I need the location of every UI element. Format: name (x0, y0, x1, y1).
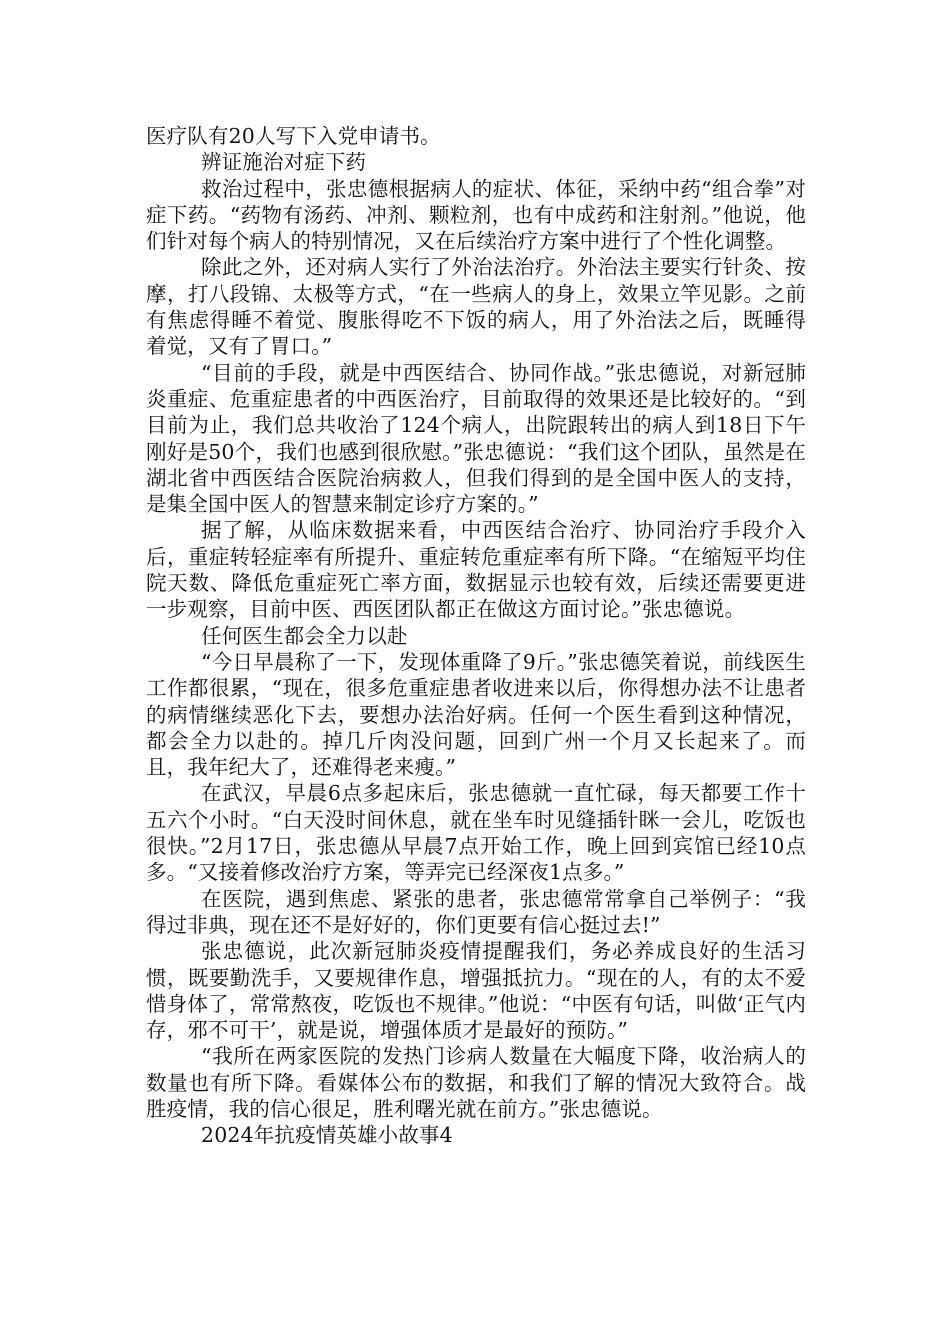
paragraph: “目前的手段，就是中西医结合、协同作战。”张忠德说，对新冠肺炎重症、危重症患者的中西医治疗，目前取得的效果还是比较好的。“到目前为止，我们总共收治了124个病人，出院跟转出的病人到18日下午刚好是50个，我们也感到很欣慰。”张忠德说：“我们这个团队，虽然是在湖北省中西医结合医院治病救人，但我们得到的是全国中医人的支持，是集全国中医人的智慧来制定诊疗方案的。” (146, 360, 806, 517)
document-page (146, 123, 806, 1149)
section-heading: 2024年抗疫情英雄小故事4 (201, 1123, 453, 1148)
paragraph: 救治过程中，张忠德根据病人的症状、体征，采纳中药“组合拳”对症下药。“药物有汤药、冲剂、颗粒剂，也有中成药和注射剂。”他说，他们针对每个病人的特别情况，又在后续治疗方案中进行了个性化调整。 (146, 176, 806, 254)
paragraph: 据了解，从临床数据来看，中西医结合治疗、协同治疗手段介入后，重症转轻症率有所提升、重症转危重症率有所下降。“在缩短平均住院天数、降低危重症死亡率方面，数据显示也较有效，后续还需要更进一步观察，目前中医、西医团队都正在做这方面讨论。”张忠德说。 (146, 518, 806, 622)
section-heading: 辨证施治对症下药 (201, 150, 367, 175)
paragraph-continuation: 医疗队有20人写下入党申请书。 (146, 124, 441, 148)
paragraph: 在医院，遇到焦虑、紧张的患者，张忠德常常拿自己举例子：“我得过非典，现在还不是好好的，你们更要有信心挺过去!” (146, 886, 806, 937)
paragraph: 在武汉，早晨6点多起床后，张忠德就一直忙碌，每天都要工作十五六个小时。“白天没时间休息，就在坐车时见缝插针眯一会儿，吃饭也很快。”2月17日，张忠德从早晨7点开始工作，晚上回到宾馆已经10点多。“又接着修改治疗方案，等弄完已经深夜1点多。” (146, 781, 806, 885)
paragraph: “我所在两家医院的发热门诊病人数量在大幅度下降，收治病人的数量也有所下降。看媒体公布的数据，和我们了解的情况大致符合。战胜疫情，我的信心很足，胜利曙光就在前方。”张忠德说。 (146, 1044, 806, 1121)
paragraph: 张忠德说，此次新冠肺炎疫情提醒我们，务必养成良好的生活习惯，既要勤洗手，又要规律作息，增强抵抗力。“现在的人，有的太不爱惜身体了，常常熬夜，吃饭也不规律。”他说：“中医有句话，叫做‘正气内存，邪不可干’，就是说，增强体质才是最好的预防。” (146, 939, 806, 1043)
paragraph: “今日早晨称了一下，发现体重降了9斤。”张忠德笑着说，前线医生工作都很累，“现在，很多危重症患者收进来以后，你得想办法不让患者的病情继续恶化下去，要想办法治好病。任何一个医生看到这种情况，都会全力以赴的。掉几斤肉没问题，回到广州一个月又长起来了。而且，我年纪大了，还难得老来瘦。” (146, 649, 806, 780)
paragraph: 除此之外，还对病人实行了外治法治疗。外治法主要实行针灸、按摩，打八段锦、太极等方式，“在一些病人的身上，效果立竿见影。之前有焦虑得睡不着觉、腹胀得吃不下饭的病人，用了外治法之后，既睡得着觉，又有了胃口。” (146, 255, 806, 359)
section-heading: 任何医生都会全力以赴 (201, 623, 408, 648)
